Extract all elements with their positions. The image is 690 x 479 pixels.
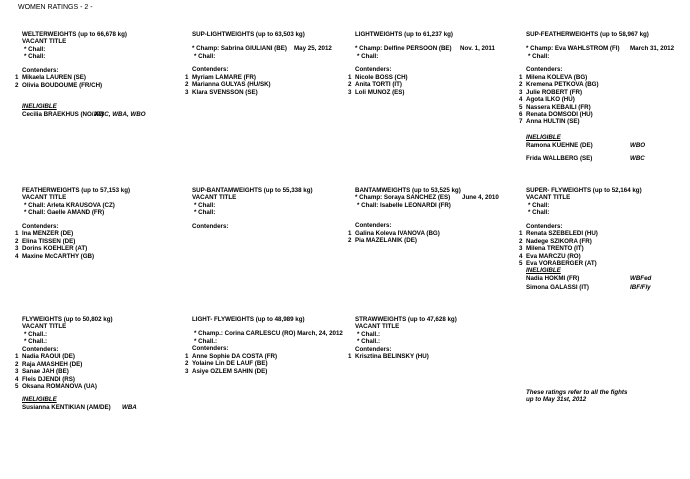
contender-row	[15, 383, 184, 390]
light-flyweights-block	[185, 316, 354, 375]
contenders-label: Contenders:	[355, 345, 392, 353]
title-status: VACANT TITLE	[22, 323, 67, 331]
rank-number: 2	[15, 81, 19, 89]
rank-number: 1	[15, 230, 19, 238]
challenger-line: * Chall: Arleta KRAUSOVA (CZ)	[24, 201, 115, 209]
ineligible-name: Ramona KUEHNE (DE)	[526, 142, 593, 150]
contender-row	[519, 253, 688, 260]
champion-row	[355, 45, 517, 52]
contender-name: Renata SZEBELEDI (HU)	[526, 230, 598, 238]
challenger-line: * Chall.:	[357, 338, 381, 346]
contenders-label: Contenders:	[526, 66, 563, 74]
contender-name: Galina Koleva IVANOVA (BG)	[355, 229, 440, 237]
rank-number: 2	[519, 237, 523, 245]
rank-number: 1	[348, 73, 352, 81]
division-heading: SUPER- FLYWEIGHTS (up to 52,164 kg)	[526, 187, 642, 194]
contenders-label: Contenders:	[355, 66, 392, 74]
champion-row	[355, 194, 517, 201]
title-status: VACANT TITLE	[355, 323, 400, 331]
contender-name: Klara SVENSSON (SE)	[192, 88, 258, 96]
challenger-line: * Chall:	[194, 209, 216, 217]
ineligible-name: Susianna KENTIKIAN (AM/DE)	[22, 403, 111, 411]
contender-row	[519, 81, 688, 88]
ineligible-note: WBC, WBA, WBO	[94, 110, 146, 118]
contender-row	[15, 376, 184, 383]
contender-name: Loli MUNOZ (ES)	[355, 88, 405, 96]
contender-row	[15, 82, 184, 89]
contender-row	[185, 81, 354, 88]
contender-name: Agota ILKO (HU)	[526, 96, 575, 104]
ineligible-row	[22, 404, 184, 411]
contender-name: Anne Sophie DA COSTA (FR)	[192, 352, 278, 360]
title-status: VACANT TITLE	[192, 194, 237, 202]
page-title: WOMEN RATINGS - 2 -	[18, 4, 93, 11]
ineligible-row	[526, 142, 688, 149]
bantamweights-block	[348, 187, 517, 245]
contender-name: Anna HULTIN (SE)	[526, 118, 580, 126]
contender-name: Krisztina BELINSKY (HU)	[355, 353, 429, 361]
contenders-label: Contenders:	[192, 345, 229, 353]
contender-row	[519, 260, 688, 267]
rank-number: 3	[15, 245, 19, 253]
ineligible-name: Simona GALASSI (IT)	[526, 284, 589, 292]
rank-number: 2	[15, 237, 19, 245]
rank-number: 6	[519, 110, 523, 118]
contender-row	[519, 245, 688, 252]
contender-name: Nicole BOSS (CH)	[355, 73, 408, 81]
contender-row	[519, 118, 688, 125]
challenger-line: * Chall:	[528, 52, 550, 60]
contender-row	[15, 238, 184, 245]
rank-number: 5	[519, 259, 523, 267]
welterweights-block	[15, 31, 184, 118]
rank-number: 2	[15, 360, 19, 368]
contender-name: Maxine McCARTHY (GB)	[22, 252, 95, 260]
rank-number: 1	[348, 353, 352, 361]
challenger-line: * Chall:	[194, 201, 216, 209]
rank-number: 2	[519, 81, 523, 89]
super-flyweights-block	[519, 187, 688, 292]
ineligible-note: WBA	[122, 403, 137, 411]
contender-row	[519, 74, 688, 81]
rank-number: 2	[348, 81, 352, 89]
rank-number: 1	[15, 74, 19, 82]
challenger-line: * Chall.:	[357, 330, 381, 338]
rank-number: 5	[519, 103, 523, 111]
featherweights-block	[15, 187, 184, 260]
champion-date: March 31, 2012	[630, 45, 675, 53]
ineligible-label: INELIGIBLE	[22, 103, 57, 111]
ineligible-row	[526, 275, 688, 282]
ineligible-row	[22, 111, 184, 118]
footnote-line: These ratings refer to all the fights	[526, 389, 628, 396]
rank-number: 4	[15, 375, 19, 383]
contenders-label: Contenders:	[355, 222, 392, 230]
contender-row	[348, 353, 517, 360]
rank-number: 1	[348, 229, 352, 237]
contender-row	[185, 74, 354, 81]
ineligible-note: IBF/Fly	[630, 284, 651, 292]
division-heading: SUP-FEATHERWEIGHTS (up to 58,967 kg)	[526, 31, 649, 38]
challenger-line: * Chall:	[528, 201, 550, 209]
contender-row	[348, 230, 517, 237]
division-heading: BANTAMWEIGHTS (up to 53,525 kg)	[355, 187, 461, 194]
contender-row	[15, 253, 184, 260]
contender-name: Nassera KEBAILI (FR)	[526, 103, 591, 111]
champion-line: * Champ: Delfine PERSOON (BE)	[355, 45, 452, 53]
rank-number: 4	[519, 96, 523, 104]
contender-row	[519, 230, 688, 237]
champion-date: June 4, 2010	[462, 194, 499, 202]
rank-number: 3	[348, 88, 352, 96]
division-heading: FEATHERWEIGHTS (up to 57,153 kg)	[22, 187, 131, 194]
contender-row	[185, 368, 354, 375]
title-status: VACANT TITLE	[526, 194, 571, 202]
division-heading: LIGHT- FLYWEIGHTS (up to 48,989 kg)	[192, 316, 305, 323]
contender-row	[185, 89, 354, 96]
contender-name: Sanae JAH (BE)	[22, 368, 69, 376]
contender-row	[15, 74, 184, 81]
title-status: VACANT TITLE	[22, 38, 67, 46]
contender-name: Fleis DJENDI (RS)	[22, 375, 75, 383]
sup-lightweights-block	[185, 31, 354, 96]
ineligible-row	[526, 284, 688, 291]
champion-date: May 25, 2012	[294, 45, 332, 53]
lightweights-block	[348, 31, 517, 96]
rank-number: 5	[15, 382, 19, 390]
contender-row	[519, 89, 688, 96]
contender-name: Dorins KOEHLER (AT)	[22, 245, 88, 253]
contenders-label: Contenders:	[22, 66, 59, 74]
ineligible-label: INELIGIBLE	[526, 267, 561, 275]
contender-row	[519, 96, 688, 103]
contender-name: Marianna GULYAS (HU/SK)	[192, 81, 271, 89]
rank-number: 2	[348, 237, 352, 245]
challenger-line: * Chall:	[194, 52, 216, 60]
challenger-line: * Chall:	[357, 52, 379, 60]
division-heading: WELTERWEIGHTS (up to 66,678 kg)	[22, 31, 127, 38]
sup-featherweights-block	[519, 31, 688, 162]
ineligible-label: INELIGIBLE	[22, 396, 57, 404]
contender-row	[185, 353, 354, 360]
contender-name: Renata DOMSODI (HU)	[526, 110, 593, 118]
rank-number: 1	[185, 73, 189, 81]
rank-number: 1	[519, 73, 523, 81]
champion-date: Nov. 1, 2011	[460, 45, 495, 53]
contender-row	[15, 230, 184, 237]
champion-row	[526, 45, 688, 52]
footnote-line: up to May 31st, 2012	[526, 396, 587, 404]
contender-name: Julie ROBERT (FR)	[526, 88, 583, 96]
contender-name: Oksana ROMANOVA (UA)	[22, 382, 97, 390]
division-heading: SUP-BANTAMWEIGHTS (up to 55,338 kg)	[192, 187, 313, 194]
challenger-line: * Chall.:	[24, 338, 48, 346]
contender-row	[348, 81, 517, 88]
contenders-label: Contenders:	[526, 222, 563, 230]
ineligible-note: WBO	[630, 142, 646, 150]
rank-number: 1	[519, 230, 523, 238]
rank-number: 3	[519, 88, 523, 96]
contender-name: Yolaine Lin DE LAUF (BE)	[192, 360, 268, 368]
ineligible-name: Nadia HOKMI (FR)	[526, 274, 580, 282]
division-heading: LIGHTWEIGHTS (up to 61,237 kg)	[355, 31, 453, 38]
contender-name: Nadege SZIKORA (FR)	[526, 237, 592, 245]
contenders-label: Contenders:	[192, 222, 229, 230]
contender-row	[348, 89, 517, 96]
rank-number: 2	[185, 360, 189, 368]
contender-name: Elina TISSEN (DE)	[22, 237, 76, 245]
contender-name: Eva VORABERGER (AT)	[526, 259, 597, 267]
contender-name: Pia MAZELANIK (DE)	[355, 237, 417, 245]
contender-row	[348, 74, 517, 81]
strawweights-block	[348, 316, 517, 361]
rank-number: 4	[519, 252, 523, 260]
contender-row	[15, 368, 184, 375]
ineligible-name: Cecilia BRAEKHUS (NO/AT)	[22, 110, 104, 118]
division-heading: FLYWEIGHTS (up to 50,802 kg)	[22, 316, 113, 323]
challenger-line: * Chall.:	[194, 337, 218, 345]
contender-name: Olivia BOUDOUME (FR/CH)	[22, 81, 103, 89]
division-heading: STRAWWEIGHTS (up to 47,628 kg)	[355, 316, 457, 323]
contender-name: Kremena PETKOVA (BG)	[526, 81, 599, 89]
contender-name: Ina MENZER (DE)	[22, 230, 74, 238]
contender-name: Asiye OZLEM SAHIN (DE)	[192, 367, 268, 375]
contender-name: Myriam LAMARE (FR)	[192, 73, 256, 81]
rank-number: 3	[519, 245, 523, 253]
contender-row	[185, 360, 354, 367]
rank-number: 7	[519, 118, 523, 126]
contender-name: Milena TRENTO (IT)	[526, 245, 584, 253]
contender-row	[15, 245, 184, 252]
contender-row	[15, 361, 184, 368]
title-status: VACANT TITLE	[22, 194, 67, 202]
rank-number: 2	[185, 81, 189, 89]
sup-bantamweights-block	[192, 187, 354, 230]
ineligible-note: WBC	[630, 154, 645, 162]
contender-row	[519, 238, 688, 245]
challenger-line: * Chall: Gaelle AMAND (FR)	[24, 209, 105, 217]
division-heading: SUP-LIGHTWEIGHTS (up to 63,503 kg)	[192, 31, 305, 38]
rank-number: 1	[185, 352, 189, 360]
contender-name: Anita TORTI (IT)	[355, 81, 402, 89]
ineligible-note: WBFed	[630, 274, 652, 282]
challenger-line: * Chall:	[24, 45, 46, 53]
rank-number: 3	[185, 367, 189, 375]
contenders-label: Contenders:	[22, 222, 59, 230]
challenger-line: * Chall:	[24, 53, 46, 61]
contender-row	[15, 353, 184, 360]
rank-number: 4	[15, 252, 19, 260]
ineligible-name: Frida WALLBERG (SE)	[526, 154, 593, 162]
contenders-label: Contenders:	[192, 66, 229, 74]
challenger-line: * Chall:	[528, 209, 550, 217]
footnote	[526, 389, 688, 404]
flyweights-block	[15, 316, 184, 411]
contender-name: Milena KOLEVA (BG)	[526, 73, 588, 81]
ineligible-label: INELIGIBLE	[526, 133, 561, 141]
rank-number: 3	[185, 88, 189, 96]
challenger-line: * Chall: Isabelle LEONARDI (FR)	[357, 201, 451, 209]
champion-line: * Champ: Soraya SANCHEZ (ES)	[355, 194, 451, 202]
contender-name: Mikaela LAUREN (SE)	[22, 74, 86, 82]
champion-line: * Champ: Sabrina GIULIANI (BE)	[192, 45, 287, 53]
contender-row	[519, 111, 688, 118]
contender-row	[348, 237, 517, 244]
champion-row	[192, 45, 354, 52]
contenders-label: Contenders:	[22, 345, 59, 353]
ineligible-row	[526, 155, 688, 162]
contender-row	[519, 104, 688, 111]
rank-number: 3	[15, 368, 19, 376]
rank-number: 1	[15, 353, 19, 361]
challenger-line: * Chall.:	[24, 330, 48, 338]
champion-line: * Champ: Eva WAHLSTROM (FI)	[526, 45, 620, 53]
champion-line: * Champ.: Corina CARLESCU (RO) March, 24, 2012	[194, 330, 343, 338]
contender-name: Nadia RAOUI (DE)	[22, 353, 75, 361]
contender-name: Raja AMASHEH (DE)	[22, 360, 83, 368]
contender-name: Eva MARCZU (RO)	[526, 252, 581, 260]
